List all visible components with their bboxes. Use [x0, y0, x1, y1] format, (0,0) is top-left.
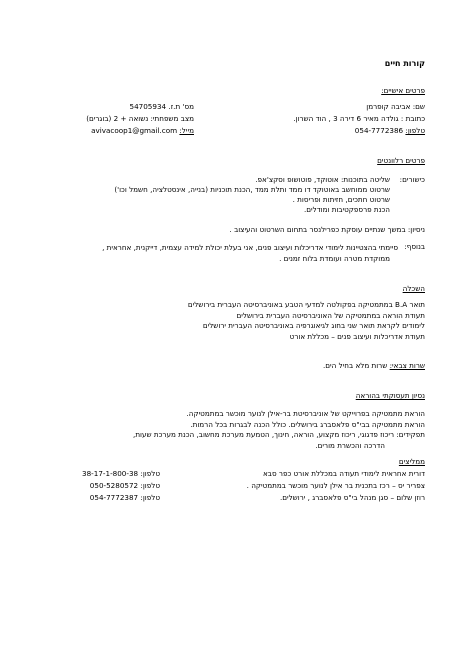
addition-text [102, 242, 398, 264]
education-item: תעודת אדריכלות ועיצוב פנים – מכללת אורט [289, 331, 425, 341]
skills-item: שרטוט חתכים, חזיתות ופריסות . [292, 195, 390, 204]
name-label: שם: [412, 102, 425, 111]
education-item: תואר B.A במתמטיקה בפקולטה למדעי הטבע באוניברסיטה העברית בירושלים [187, 300, 425, 309]
skills-item: שליטה בתוכנות: אוטוקד, פוטושופ וסקצ'אפ. [255, 175, 390, 184]
marital-value: נשואה + 2 (בוגרים) [86, 114, 149, 123]
experience-label: ניסיון: [407, 225, 425, 234]
addition-line: סיימתי בהצטיינות לימודי אדריכלות ועיצוב פנים, אני בעלת יכולת למידה עצמית, דייקנית, אחראית , [102, 243, 398, 252]
teaching-item: הוראת מתמטיקה בבי"ס פלאסברג בירושלים. כולל הכנה לבגרות בכל הרמות. [190, 419, 425, 429]
skills-item: הכנת פרספקטיבות ומודלים. [303, 205, 390, 214]
marital-row [86, 114, 194, 123]
section-heading-relevant: פרטים רלוונטים [377, 156, 425, 165]
marital-label: מצב משפחתי: [150, 114, 194, 123]
section-heading-military: שרות צבאי: [389, 361, 425, 370]
reference-phone-value: 050-5280572 [89, 481, 139, 490]
name-row [366, 102, 425, 111]
id-value: 54705934 [129, 102, 167, 111]
teaching-list [133, 409, 425, 451]
reference-text: דורית אחראית לימודי תעודה במכללת אורט כפר סבא [262, 469, 425, 478]
section-heading-education: השכלה [402, 284, 425, 293]
reference-text: צפריר יס – רכז בתכנית בר אילן לנוער מוכשר במתמטיקה . [246, 481, 425, 490]
address-row [293, 114, 425, 123]
reference-phone-label: טלפון: [140, 481, 160, 490]
id-label: מס' ת.ז. [168, 102, 194, 111]
skills-list [114, 175, 390, 215]
id-row [130, 102, 194, 111]
reference-phone-value: 38-17-1-800-38 [82, 469, 139, 478]
experience-value: במשך שנתיים עוסקת כפרילנסר בתחום השרטוט והעיצוב . [229, 225, 406, 234]
section-heading-references: ממליצים [398, 457, 425, 466]
email-row [91, 126, 194, 135]
military-value: שרות מלא בחיל הים. [322, 361, 388, 370]
addition-label: בנוסף: [404, 242, 425, 251]
education-item: תעודת הוראה במתמטיקה של האוניברסיטה העברית בירושלים [236, 310, 425, 320]
email-label: מייל: [179, 126, 194, 135]
section-heading-teaching: נסיון תעסוקתי בהוראה [355, 391, 425, 400]
address-value: גולדה מאיר 6 דירה 3 , הוד השרון. [293, 114, 399, 123]
email-value[interactable]: avivacoop1@gmail.com [91, 126, 178, 135]
reference-phone [90, 493, 160, 502]
name-value: אביבה קופרמן [366, 102, 411, 111]
reference-phone [82, 469, 160, 478]
teaching-item: הדרכה והכשרת מורים. [315, 440, 385, 450]
address-label: כתובת : [400, 114, 425, 123]
phone-label: טלפון: [405, 126, 425, 135]
teaching-item: תפקידים: ריכוז פדגוגי, ריכוז מקצוע, הוראה, חינוך, הטמעת מערכת מחשוב, הכנת מערכת שעות, [133, 430, 425, 439]
reference-phone-value: 054-7772387 [89, 493, 139, 502]
section-heading-personal: פרטים אישיים: [381, 86, 425, 95]
teaching-item: הוראת מתמטיקה בפרוייקט של אוניברסיטת בר-אילן לנוער מוכשר במתמטיקה. [186, 409, 425, 418]
reference-text: רוזן שלום – סגן מנהל בי"ס פלאסברג , ירושלים. [279, 493, 425, 502]
page-title: קורות חיים [384, 59, 425, 68]
reference-phone [90, 481, 160, 490]
phone-row [355, 126, 425, 135]
phone-value: 054-7772386 [354, 126, 404, 135]
addition-line: ממוקדת מטרה ועומדת בלוח זמנים . [279, 254, 390, 263]
skills-item: שרטוט ממוחשב באוטוקד דו ממד ותלת ממד ,הכנת תוכניות (בנייה, אינסטלציה, חשמל וכו') [114, 185, 390, 194]
military-row [323, 361, 425, 370]
experience-row [230, 225, 426, 234]
reference-phone-label: טלפון: [140, 493, 160, 502]
reference-phone-label: טלפון: [140, 469, 160, 478]
education-list [188, 300, 425, 342]
education-item: לימודים לקראת תואר שני בחוג לגיאוגרפיה באוניברסיטה העברית ירושלים [202, 321, 425, 330]
skills-label: כישורים: [399, 175, 425, 184]
